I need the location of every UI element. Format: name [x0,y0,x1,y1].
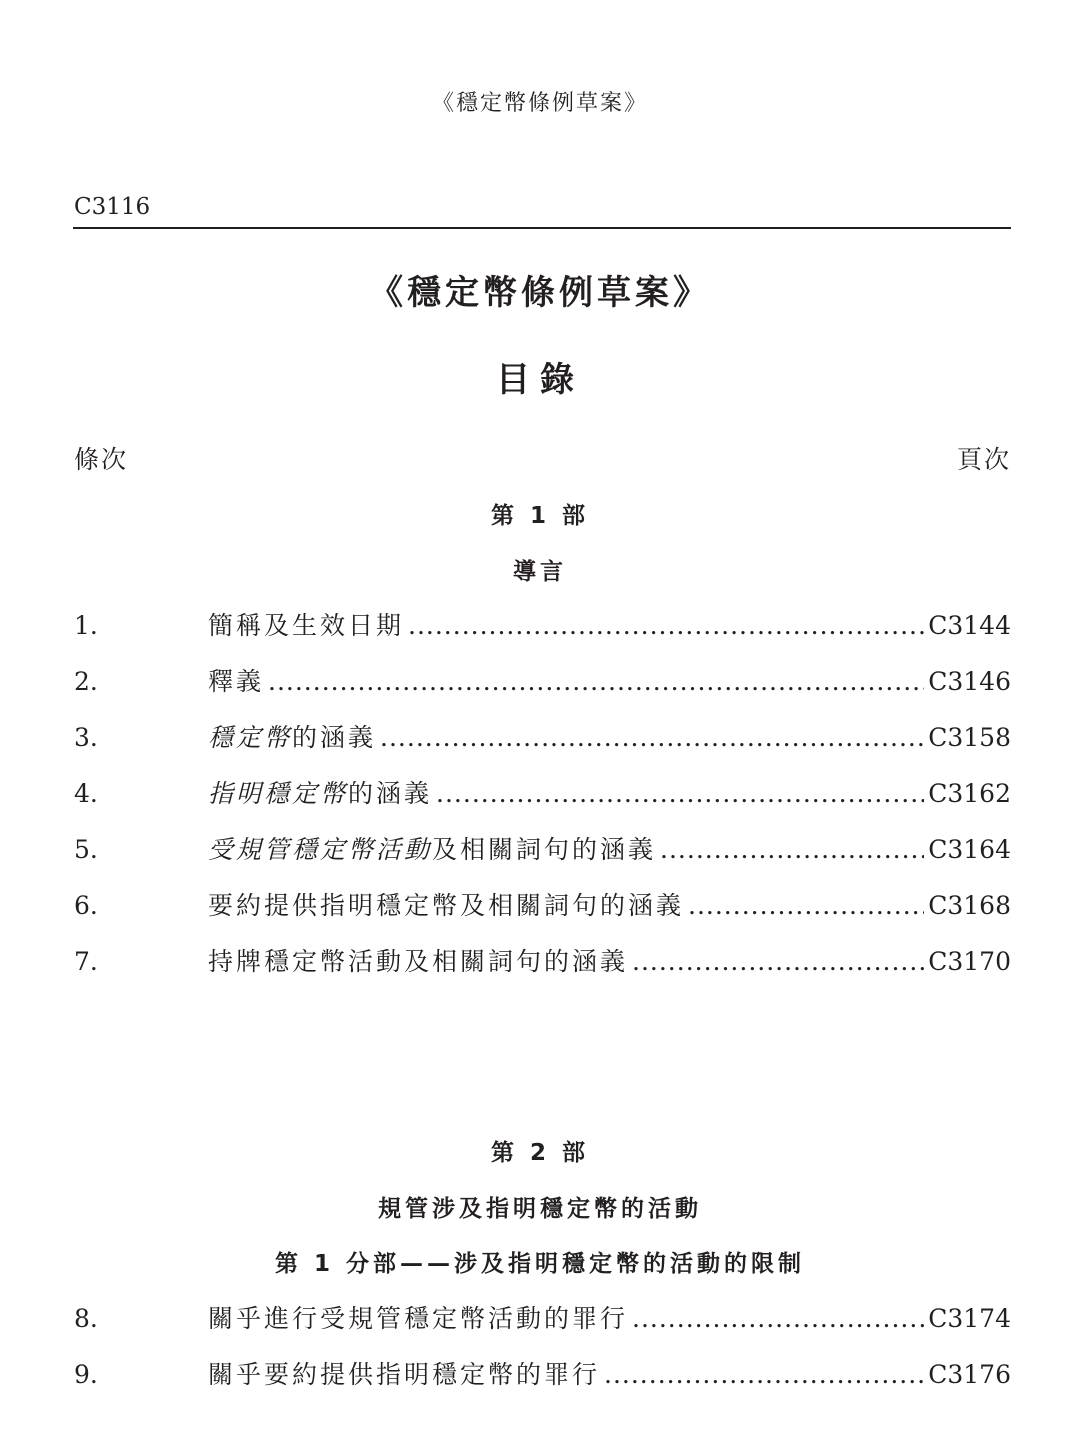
entry-number: 7. [74,947,98,976]
entry-page: C3176 [928,1360,1011,1389]
entry-page: C3168 [928,891,1011,920]
entry-number: 4. [74,779,98,808]
entry-label: 指明穩定幣的涵義 [208,779,433,808]
entry-label: 關乎進行受規管穩定幣活動的罪行 [208,1304,629,1333]
dot-leader [408,611,924,640]
entry-number: 9. [74,1360,98,1389]
entry-page: C3158 [928,723,1011,752]
toc-entry[interactable] [74,886,1011,922]
dot-leader [436,779,924,808]
part-2-subheading: 規管涉及指明穩定幣的活動 [378,1196,702,1222]
document-title: 《穩定幣條例草案》 [369,273,711,313]
entry-label: 持牌穩定幣活動及相關詞句的涵義 [208,947,629,976]
header-rule [73,227,1011,229]
dot-leader [268,667,924,696]
entry-page: C3170 [928,947,1011,976]
entry-number: 6. [74,891,98,920]
entry-label: 要約提供指明穩定幣及相關詞句的涵義 [208,891,685,920]
part-1-subheading: 導言 [513,559,567,585]
entry-page: C3164 [928,835,1011,864]
division-1-heading: 第 1 分部——涉及指明穩定幣的活動的限制 [274,1251,806,1277]
entry-label: 釋義 [208,667,265,696]
toc-entry[interactable] [74,718,1011,754]
toc-entry[interactable] [74,830,1011,866]
entry-number: 8. [74,1304,98,1333]
entry-page: C3162 [928,779,1011,808]
toc-entry[interactable] [74,942,1011,978]
entry-page: C3146 [928,667,1011,696]
entry-label: 關乎要約提供指明穩定幣的罪行 [208,1360,601,1389]
entry-label: 簡稱及生效日期 [208,611,405,640]
entry-label: 穩定幣的涵義 [208,723,377,752]
dot-leader [380,723,924,752]
entry-number: 3. [74,723,98,752]
part-1-heading: 第 1 部 [490,503,590,529]
toc-entry[interactable] [74,1299,1011,1335]
entry-label: 受規管穩定幣活動及相關詞句的涵義 [208,835,657,864]
dot-leader [688,891,924,920]
column-head-page: 頁次 [956,445,1011,474]
toc-entry[interactable] [74,1355,1011,1391]
entry-number: 5. [74,835,98,864]
toc-entry[interactable] [74,774,1011,810]
running-head: 《穩定幣條例草案》 [431,91,648,116]
dot-leader [632,947,924,976]
entry-number: 2. [74,667,98,696]
entry-page: C3174 [928,1304,1011,1333]
toc-entry[interactable] [74,606,1011,642]
toc-title: 目錄 [496,360,584,400]
dot-leader [660,835,924,864]
dot-leader [604,1360,924,1389]
entry-number: 1. [74,611,98,640]
toc-entry[interactable] [74,662,1011,698]
dot-leader [632,1304,924,1333]
page-number: C3116 [74,194,151,220]
part-2-heading: 第 2 部 [490,1140,590,1166]
column-head-section: 條次 [74,445,129,474]
entry-page: C3144 [928,611,1011,640]
